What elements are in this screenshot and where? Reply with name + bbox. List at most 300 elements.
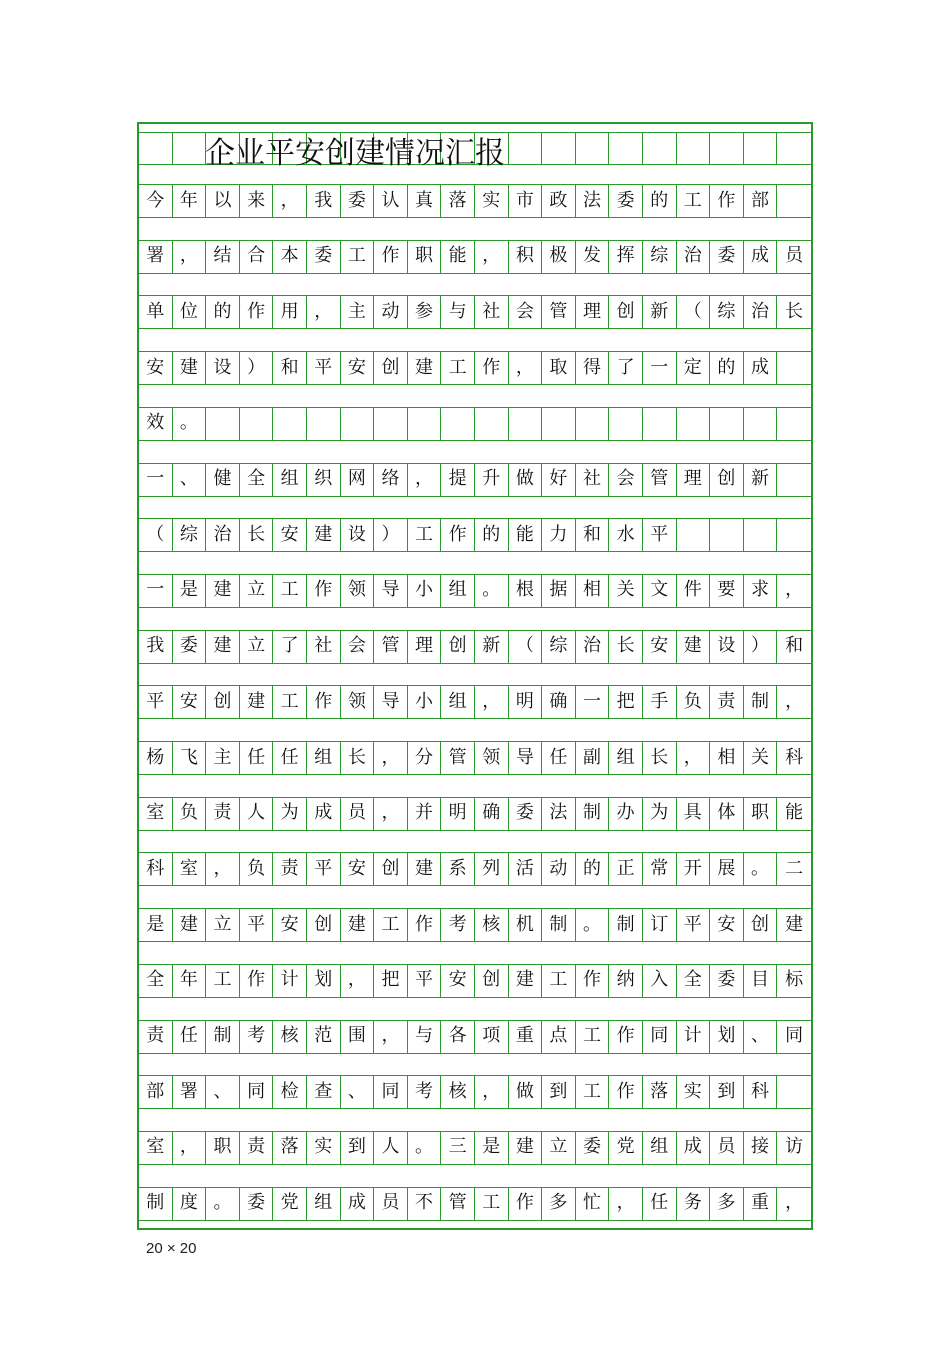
- grid-cell: 年: [173, 964, 207, 997]
- grid-cell: 创: [710, 463, 744, 496]
- grid-cell: 责: [710, 685, 744, 718]
- grid-cell: 求: [744, 574, 778, 607]
- grid-cell: 升: [475, 463, 509, 496]
- grid-cell: 长: [785, 300, 804, 322]
- grid-cell: 据: [542, 574, 576, 607]
- grid-cell: 委: [307, 240, 341, 273]
- grid-cell: 会: [341, 630, 375, 663]
- grid-line: [139, 908, 811, 909]
- grid-cell: 。: [744, 852, 778, 885]
- grid-cell: 作: [240, 295, 274, 328]
- grid-cell: ，: [475, 240, 509, 273]
- grid-cell: 综: [643, 240, 677, 273]
- grid-cell: 积: [509, 240, 543, 273]
- grid-cell: [609, 407, 643, 440]
- grid-cell: 立: [240, 574, 274, 607]
- grid-cell: 展: [710, 852, 744, 885]
- grid-line: [139, 295, 811, 296]
- grid-cell: 一: [139, 463, 173, 496]
- grid-cell: 本: [273, 240, 307, 273]
- grid-cell: 务: [677, 1187, 711, 1220]
- grid-cell: 制: [744, 685, 778, 718]
- grid-cell: 活: [509, 852, 543, 885]
- grid-cell: 综: [173, 518, 207, 551]
- grid-cell: 管: [374, 630, 408, 663]
- grid-cell: ）: [744, 630, 778, 663]
- grid-cell: 建: [509, 1131, 543, 1164]
- grid-cell: 全: [240, 463, 274, 496]
- grid-cell: [710, 132, 744, 164]
- grid-cell: ）: [240, 351, 274, 384]
- grid-cell: 工: [576, 1020, 610, 1053]
- grid-line: [139, 941, 811, 942]
- grid-cell: 立: [240, 630, 274, 663]
- grid-cell: 安: [273, 518, 307, 551]
- grid-cell: 建: [206, 630, 240, 663]
- grid-cell: 科: [744, 1075, 778, 1108]
- grid-cell: 署: [173, 1075, 207, 1108]
- grid-cell: 核: [273, 1020, 307, 1053]
- grid-cell: 多: [542, 1187, 576, 1220]
- grid-cell: 建: [307, 518, 341, 551]
- grid-cell: 考: [240, 1020, 274, 1053]
- grid-cell: 创: [206, 685, 240, 718]
- grid-cell: ，: [173, 240, 207, 273]
- grid-cell: 确: [475, 797, 509, 830]
- grid-cell: 把: [374, 964, 408, 997]
- grid-cell: 落: [643, 1075, 677, 1108]
- grid-cell: 作: [609, 1020, 643, 1053]
- grid-cell: ，: [475, 1075, 509, 1108]
- grid-cell: 能: [441, 240, 475, 273]
- grid-cell: 委: [240, 1187, 274, 1220]
- grid-cell: 、: [206, 1075, 240, 1108]
- grid-cell: 部: [139, 1075, 173, 1108]
- grid-cell: 二: [785, 857, 804, 879]
- grid-cell: [542, 132, 576, 164]
- grid-cell: ，: [408, 463, 442, 496]
- grid-cell: 三: [441, 1131, 475, 1164]
- grid-cell: 工: [576, 1075, 610, 1108]
- grid-line: [139, 1075, 811, 1076]
- grid-cell: 责: [240, 1131, 274, 1164]
- grid-cell: 责: [273, 852, 307, 885]
- grid-cell: 办: [609, 797, 643, 830]
- grid-cell: 长: [609, 630, 643, 663]
- grid-cell: （: [509, 630, 543, 663]
- grid-line: [139, 574, 811, 575]
- grid-cell: 成: [307, 797, 341, 830]
- grid-cell: 确: [542, 685, 576, 718]
- grid-cell: [374, 407, 408, 440]
- grid-cell: 组: [307, 1187, 341, 1220]
- grid-cell: 室: [173, 852, 207, 885]
- grid-cell: 点: [542, 1020, 576, 1053]
- grid-cell: 为: [273, 797, 307, 830]
- grid-cell: 任: [643, 1187, 677, 1220]
- grid-cell: 一: [139, 574, 173, 607]
- grid-cell: 创: [744, 908, 778, 941]
- grid-cell: 划: [710, 1020, 744, 1053]
- grid-cell: 的: [710, 351, 744, 384]
- grid-cell: 的: [475, 518, 509, 551]
- grid-cell: 计: [273, 964, 307, 997]
- grid-cell: 管: [441, 741, 475, 774]
- grid-cell: 力: [542, 518, 576, 551]
- grid-cell: 文: [643, 574, 677, 607]
- grid-cell: 创: [374, 351, 408, 384]
- grid-cell: 同: [785, 1025, 804, 1046]
- grid-cell: [744, 407, 778, 440]
- grid-cell: 络: [374, 463, 408, 496]
- grid-cell: 平: [408, 964, 442, 997]
- grid-cell: 委: [576, 1131, 610, 1164]
- grid-cell: 成: [744, 351, 778, 384]
- grid-cell: 接: [744, 1131, 778, 1164]
- grid-cell: 责: [139, 1020, 173, 1053]
- grid-line: [139, 1164, 811, 1165]
- grid-cell: [777, 407, 811, 440]
- grid-cell: 职: [206, 1131, 240, 1164]
- grid-cell: 度: [173, 1187, 207, 1220]
- grid-cell: ，: [609, 1187, 643, 1220]
- grid-cell: 人: [240, 797, 274, 830]
- grid-line: [139, 607, 811, 608]
- text-row: [139, 797, 811, 830]
- grid-cell: [509, 407, 543, 440]
- grid-cell: 安: [273, 908, 307, 941]
- grid-cell: 新: [475, 630, 509, 663]
- grid-cell: 导: [509, 741, 543, 774]
- grid-cell: ，: [785, 690, 804, 712]
- grid-cell: 社: [475, 295, 509, 328]
- grid-cell: 能: [785, 802, 804, 824]
- grid-cell: 重: [509, 1020, 543, 1053]
- grid-cell: 综: [710, 295, 744, 328]
- grid-cell: 取: [542, 351, 576, 384]
- grid-cell: 委: [609, 184, 643, 217]
- grid-cell: （: [139, 518, 173, 551]
- grid-cell: （: [677, 295, 711, 328]
- grid-cell: 不: [408, 1187, 442, 1220]
- grid-cell: 管: [542, 295, 576, 328]
- grid-cell: ，: [341, 964, 375, 997]
- grid-cell: 做: [509, 1075, 543, 1108]
- grid-cell: ，: [374, 741, 408, 774]
- grid-cell: 能: [509, 518, 543, 551]
- grid-cell: 参: [408, 295, 442, 328]
- grid-cell: ，: [173, 1131, 207, 1164]
- grid-cell: 平: [139, 685, 173, 718]
- grid-cell: 建: [408, 852, 442, 885]
- grid-cell: 作: [710, 184, 744, 217]
- grid-cell: 新: [744, 463, 778, 496]
- grid-cell: 做: [509, 463, 543, 496]
- grid-cell: 设: [206, 351, 240, 384]
- grid-cell: 长: [240, 518, 274, 551]
- grid-cell: 明: [509, 685, 543, 718]
- grid-cell: 今: [139, 184, 173, 217]
- grid-cell: 访: [785, 1136, 804, 1158]
- grid-cell: 综: [542, 630, 576, 663]
- grid-line: [139, 384, 811, 385]
- grid-cell: 工: [542, 964, 576, 997]
- grid-line: [139, 997, 811, 998]
- grid-cell: 建: [240, 685, 274, 718]
- text-row: [139, 1020, 811, 1053]
- grid-cell: 领: [341, 574, 375, 607]
- grid-cell: 好: [542, 463, 576, 496]
- grid-cell: 安: [341, 852, 375, 885]
- grid-cell: 是: [139, 908, 173, 941]
- grid-cell: 把: [609, 685, 643, 718]
- grid-cell: 组: [441, 574, 475, 607]
- grid-cell: 任: [240, 741, 274, 774]
- grid-cell: 平: [677, 908, 711, 941]
- grid-cell: 立: [542, 1131, 576, 1164]
- grid-cell: 并: [408, 797, 442, 830]
- grid-cell: 组: [441, 685, 475, 718]
- grid-line: [139, 351, 811, 352]
- grid-cell: 平: [240, 908, 274, 941]
- grid-cell: 建: [509, 964, 543, 997]
- grid-cell: 安: [341, 351, 375, 384]
- grid-cell: 治: [677, 240, 711, 273]
- text-row: [139, 630, 811, 663]
- grid-cell: 常: [643, 852, 677, 885]
- grid-cell: 订: [643, 908, 677, 941]
- grid-cell: 到: [341, 1131, 375, 1164]
- grid-cell: 工: [341, 240, 375, 273]
- grid-cell: 织: [307, 463, 341, 496]
- grid-cell: 用: [273, 295, 307, 328]
- grid-cell: 室: [139, 797, 173, 830]
- grid-cell: 副: [576, 741, 610, 774]
- grid-cell: 同: [240, 1075, 274, 1108]
- grid-cell: 创: [609, 295, 643, 328]
- grid-cell: 忙: [576, 1187, 610, 1220]
- grid-cell: 组: [307, 741, 341, 774]
- grid-line: [139, 630, 811, 631]
- grid-cell: 政: [542, 184, 576, 217]
- grid-line: [139, 852, 811, 853]
- grid-cell: 、: [744, 1020, 778, 1053]
- grid-cell: 得: [576, 351, 610, 384]
- grid-cell: 查: [307, 1075, 341, 1108]
- grid-cell: 员: [710, 1131, 744, 1164]
- grid-line: [139, 774, 811, 775]
- grid-cell: 署: [139, 240, 173, 273]
- grid-cell: [609, 132, 643, 164]
- grid-cell: 员: [341, 797, 375, 830]
- text-row: [139, 964, 811, 997]
- grid-cell: 治: [206, 518, 240, 551]
- grid-cell: 认: [374, 184, 408, 217]
- text-row: [139, 407, 811, 440]
- grid-cell: 建: [341, 908, 375, 941]
- grid-line: [139, 551, 811, 552]
- grid-cell: [273, 407, 307, 440]
- grid-cell: [139, 132, 173, 164]
- grid-cell: 来: [240, 184, 274, 217]
- grid-cell: 杨: [139, 741, 173, 774]
- grid-cell: [777, 1075, 811, 1108]
- grid-cell: 工: [408, 518, 442, 551]
- grid-cell: [710, 518, 744, 551]
- grid-cell: 效: [139, 407, 173, 440]
- grid-cell: [643, 132, 677, 164]
- grid-cell: 以: [206, 184, 240, 217]
- grid-cell: 同: [643, 1020, 677, 1053]
- grid-cell: 制: [139, 1187, 173, 1220]
- grid-cell: 实: [475, 184, 509, 217]
- grid-cell: 单: [139, 295, 173, 328]
- grid-line: [139, 964, 811, 965]
- grid-cell: [341, 407, 375, 440]
- grid-cell: 组: [609, 741, 643, 774]
- grid-cell: 手: [643, 685, 677, 718]
- grid-size-label: 20 × 20: [146, 1240, 197, 1257]
- grid-cell: [542, 407, 576, 440]
- text-row: [139, 1187, 811, 1220]
- grid-cell: 建: [206, 574, 240, 607]
- grid-cell: 实: [307, 1131, 341, 1164]
- text-row: [139, 574, 811, 607]
- grid-cell: 动: [374, 295, 408, 328]
- grid-cell: 市: [509, 184, 543, 217]
- text-row: [139, 741, 811, 774]
- grid-cell: 是: [173, 574, 207, 607]
- grid-cell: 范: [307, 1020, 341, 1053]
- grid-line: [139, 1108, 811, 1109]
- grid-cell: 一: [576, 685, 610, 718]
- grid-line: [139, 718, 811, 719]
- grid-cell: 作: [307, 574, 341, 607]
- grid-cell: 理: [408, 630, 442, 663]
- grid-cell: 立: [206, 908, 240, 941]
- grid-cell: 我: [139, 630, 173, 663]
- grid-line: [139, 830, 811, 831]
- grid-cell: 作: [509, 1187, 543, 1220]
- grid-cell: 作: [609, 1075, 643, 1108]
- grid-cell: 安: [139, 351, 173, 384]
- grid-cell: 挥: [609, 240, 643, 273]
- grid-cell: [307, 407, 341, 440]
- grid-cell: [777, 463, 811, 496]
- grid-cell: 导: [374, 574, 408, 607]
- grid-cell: 。: [173, 407, 207, 440]
- grid-cell: ，: [273, 184, 307, 217]
- grid-cell: 安: [441, 964, 475, 997]
- grid-cell: 动: [542, 852, 576, 885]
- grid-cell: 平: [307, 852, 341, 885]
- grid-cell: 、: [341, 1075, 375, 1108]
- grid-cell: 委: [173, 630, 207, 663]
- grid-cell: 根: [509, 574, 543, 607]
- grid-cell: ，: [785, 579, 804, 601]
- grid-line: [139, 885, 811, 886]
- grid-cell: 长: [643, 741, 677, 774]
- grid-cell: 目: [744, 964, 778, 997]
- grid-cell: [710, 407, 744, 440]
- grid-cell: 的: [643, 184, 677, 217]
- grid-cell: [677, 132, 711, 164]
- grid-cell: 会: [609, 463, 643, 496]
- grid-cell: 网: [341, 463, 375, 496]
- grid-cell: 工: [441, 351, 475, 384]
- grid-cell: 小: [408, 574, 442, 607]
- grid-line: [139, 1053, 811, 1054]
- grid-cell: 平: [307, 351, 341, 384]
- grid-cell: 分: [408, 741, 442, 774]
- document-title: 企业平安创建情况汇报: [205, 136, 505, 171]
- grid-cell: [576, 407, 610, 440]
- grid-cell: 具: [677, 797, 711, 830]
- grid-cell: 理: [576, 295, 610, 328]
- grid-cell: 党: [273, 1187, 307, 1220]
- grid-line: [139, 663, 811, 664]
- grid-cell: 水: [609, 518, 643, 551]
- grid-cell: 主: [206, 741, 240, 774]
- grid-cell: 重: [744, 1187, 778, 1220]
- grid-cell: 工: [677, 184, 711, 217]
- grid-cell: 成: [744, 240, 778, 273]
- grid-cell: 。: [475, 574, 509, 607]
- grid-cell: [777, 518, 811, 551]
- text-row: [139, 1131, 811, 1164]
- grid-line: [139, 328, 811, 329]
- grid-cell: 关: [744, 741, 778, 774]
- grid-cell: 真: [408, 184, 442, 217]
- grid-cell: 了: [609, 351, 643, 384]
- grid-cell: 入: [643, 964, 677, 997]
- grid-cell: 社: [576, 463, 610, 496]
- grid-cell: 同: [374, 1075, 408, 1108]
- grid-cell: 实: [677, 1075, 711, 1108]
- grid-cell: 件: [677, 574, 711, 607]
- grid-line: [139, 1131, 811, 1132]
- grid-line: [139, 240, 811, 241]
- grid-cell: 任: [273, 741, 307, 774]
- grid-cell: 职: [744, 797, 778, 830]
- grid-cell: 与: [441, 295, 475, 328]
- grid-cell: 全: [139, 964, 173, 997]
- grid-cell: 计: [677, 1020, 711, 1053]
- grid-cell: 围: [341, 1020, 375, 1053]
- grid-cell: 制: [576, 797, 610, 830]
- grid-cell: 作: [240, 964, 274, 997]
- grid-cell: 机: [509, 908, 543, 941]
- grid-cell: 极: [542, 240, 576, 273]
- grid-cell: ，: [374, 797, 408, 830]
- grid-cell: 成: [341, 1187, 375, 1220]
- text-row: [139, 518, 811, 551]
- grid-cell: 任: [173, 1020, 207, 1053]
- grid-line: [139, 273, 811, 274]
- grid-cell: 工: [273, 685, 307, 718]
- grid-cell: 法: [576, 184, 610, 217]
- grid-cell: 和: [785, 635, 804, 657]
- grid-line: [139, 797, 811, 798]
- grid-line: [139, 1220, 811, 1221]
- grid-cell: 项: [475, 1020, 509, 1053]
- text-row: [139, 852, 811, 885]
- grid-cell: ，: [677, 741, 711, 774]
- grid-cell: 年: [173, 184, 207, 217]
- grid-cell: 落: [441, 184, 475, 217]
- grid-cell: 制: [609, 908, 643, 941]
- grid-cell: 作: [307, 685, 341, 718]
